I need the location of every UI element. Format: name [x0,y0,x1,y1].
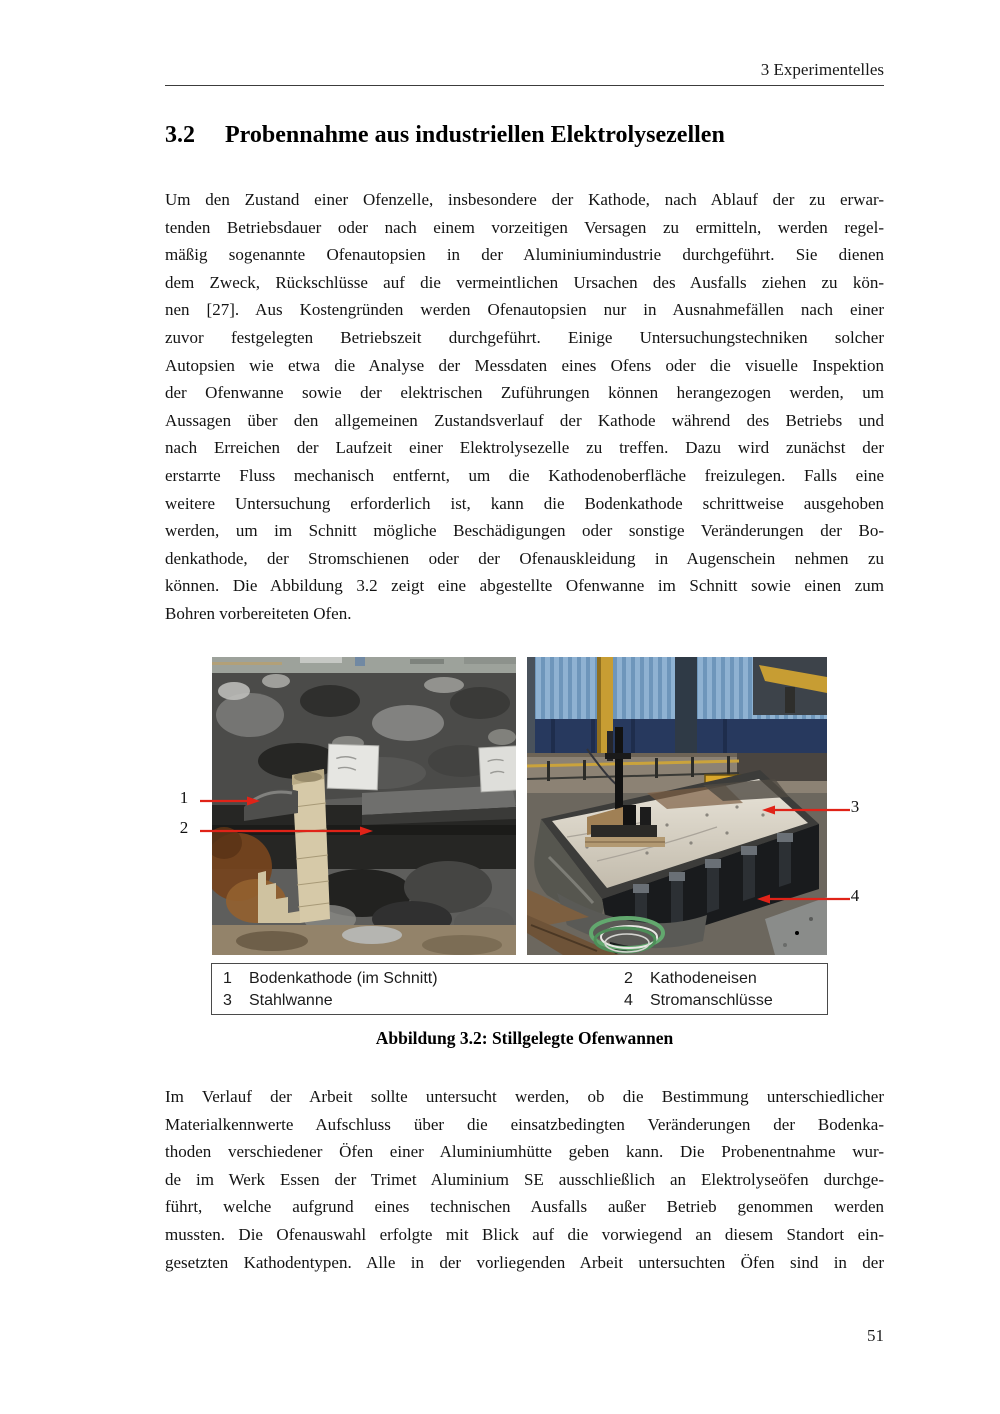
text-line: mussten. Die Ofenauswahl erfolgte mit Blick auf die vorwiegend an diesem Standort ein- [165,1224,884,1244]
text-line: erstarrte Fluss mechanisch entfernt, um die Kathodenoberfläche freizulegen. Falls eine [165,465,884,485]
text-line: der Ofenwanne sowie der elektrischen Zuführungen können herangezogen werden, um [165,383,884,403]
text-line: Aussagen über den allgemeinen Zustandsverlauf der Kathode während des Betriebs und [165,410,884,430]
legend-item-2 [624,970,757,988]
text-line: weitere Untersuchung erforderlich ist, kann die Bodenkathode schrittweise ausgehoben [165,493,884,513]
legend-label-1: Bodenkathode (im Schnitt) [249,970,438,987]
text-line: Materialkennwerte Aufschluss über die einsatzbedingten Veränderungen der Bodenka- [165,1114,884,1134]
right-photo-graphic [527,657,827,955]
callout-label-1: 1 [179,788,189,807]
text-line: zuvor festgelegten Betriebszeit durchgeführt. Einige Untersuchungstechniken solcher [165,327,884,347]
figure-3-2 [165,657,884,955]
header-rule [165,85,884,86]
text-line: denkathode, der Stromschienen oder der Ofenauskleidung in Augenschein nehmen zu [165,548,884,568]
text-line: Um den Zustand einer Ofenzelle, insbesondere der Kathode, nach Ablauf der zu erwar- [165,190,884,209]
legend-label-3: Stahlwanne [249,992,333,1009]
figure-caption: Abbildung 3.2: Stillgelegte Ofenwannen [375,1028,674,1048]
text-line: tenden Betriebsdauer oder nach einem vorzeitigen Versagen zu ermitteln, werden regel- [165,217,884,237]
photo-ofenwanne-im-schnitt [212,657,516,955]
text-line: können. Die Abbildung 3.2 zeigt eine abgestellte Ofenwanne im Schnitt sowie einen zum [165,576,884,596]
text-line: Im Verlauf der Arbeit sollte untersucht werden, ob die Bestimmung unterschiedlicher [165,1087,884,1106]
legend-item-4 [624,992,773,1010]
paragraph-1 [165,186,884,628]
legend-item-1 [223,970,438,988]
figure-legend [211,963,828,1015]
section-title: Probennahme aus industriellen Elektrolysezellen [225,122,725,148]
legend-num-2: 2 [624,970,633,987]
section-number: 3.2 [165,122,195,148]
text-line: Bohren vorbereiteten Ofen. [165,603,352,623]
left-photo-graphic [212,657,516,955]
legend-item-3 [223,992,333,1010]
text-line: mäßig sogenannte Ofenautopsien in der Aluminiumindustrie durchgeführt. Sie dienen [165,245,884,265]
legend-num-3: 3 [223,992,232,1009]
callout-label-3: 3 [850,797,860,816]
text-line: nen [27]. Aus Kostengründen werden Ofenautopsien nur in Ausnahmefällen nach einer [165,300,884,320]
callout-label-4: 4 [850,886,860,905]
photo-stahlwanne-halle [527,657,827,955]
page-number: 51 [867,1326,884,1345]
text-line: werden, um im Schnitt mögliche Beschädigungen oder sonstige Veränderungen der Bo- [165,521,884,541]
paragraph-2 [165,1083,884,1276]
legend-label-2: Kathodeneisen [650,970,757,987]
section-heading [165,122,884,149]
text-line: Autopsien wie etwa die Analyse der Messdaten eines Ofens oder die visuelle Inspektion [165,355,884,375]
legend-label-4: Stromanschlüsse [650,992,773,1009]
text-line: thoden verschiedener Öfen einer Aluminiumhütte geben kann. Die Probenentnahme wur- [165,1142,884,1162]
callout-label-2: 2 [179,818,189,837]
text-line: führt, welche aufgrund eines technischen Ausfalls außer Betrieb genommen werden [165,1197,884,1217]
running-header: 3 Experimentelles [760,60,884,79]
text-line: dem Zweck, Rückschlüsse auf die vermeintlichen Ursachen des Ausfalls ziehen zu kön- [165,272,884,292]
legend-num-1: 1 [223,970,232,987]
legend-num-4: 4 [624,992,633,1009]
text-line: gesetzten Kathodentypen. Alle in der vorliegenden Arbeit untersuchten Öfen sind in der [165,1252,884,1272]
text-line: nach Erreichen der Laufzeit einer Elektrolysezelle zu treffen. Dazu wird zunächst der [165,438,884,458]
text-line: de im Werk Essen der Trimet Aluminium SE ausschließlich an Elektrolyseöfen durchge- [165,1169,884,1189]
